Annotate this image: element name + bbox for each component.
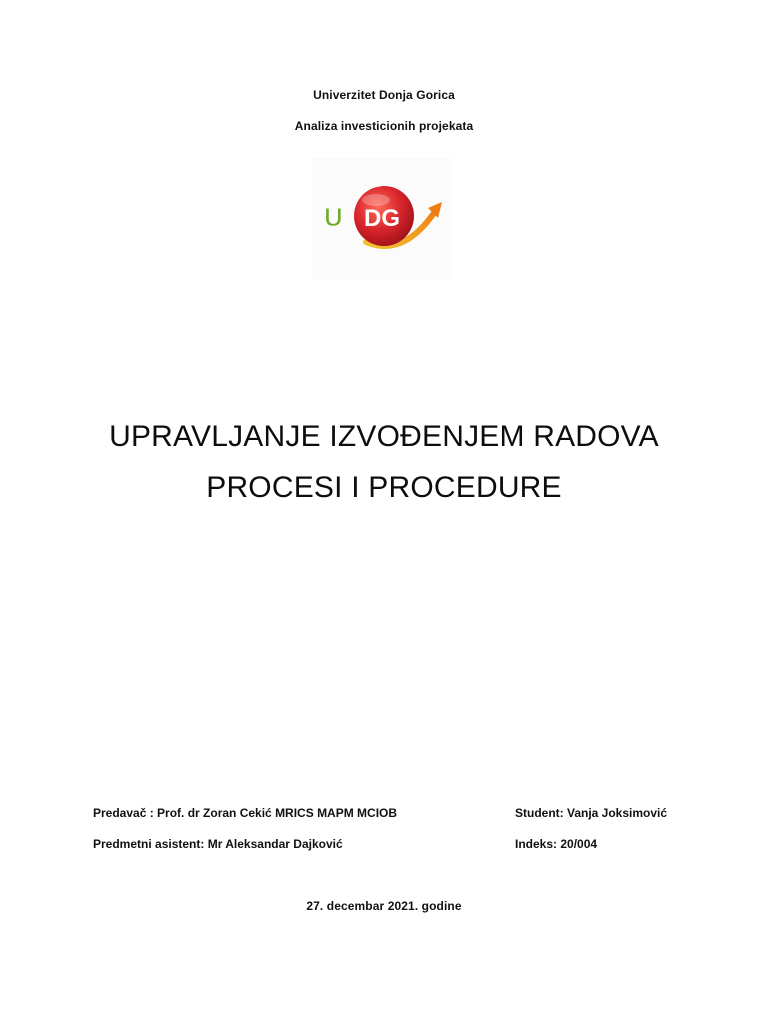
- course-name: Analiza investicionih projekata: [294, 119, 474, 133]
- index-info: Indeks: 20/004: [515, 837, 598, 851]
- logo-letter-u: U: [324, 202, 343, 232]
- assistant-info: Predmetni asistent: Mr Aleksandar Dajković: [93, 837, 343, 851]
- logo-letters-dg: DG: [364, 205, 400, 232]
- student-info: Student: Vanja Joksimović: [515, 806, 668, 820]
- document-title-line2: PROCESI I PROCEDURE: [206, 471, 562, 504]
- udg-logo: [312, 158, 452, 280]
- lecturer-info: Predavač : Prof. dr Zoran Cekić MRICS MAPM MCIOB: [93, 806, 398, 820]
- university-name: Univerzitet Donja Gorica: [313, 88, 455, 102]
- udg-logo-graphic: [312, 158, 452, 280]
- document-date: 27. decembar 2021. godine: [306, 899, 462, 913]
- document-title-line1: UPRAVLJANJE IZVOĐENJEM RADOVA: [109, 420, 659, 453]
